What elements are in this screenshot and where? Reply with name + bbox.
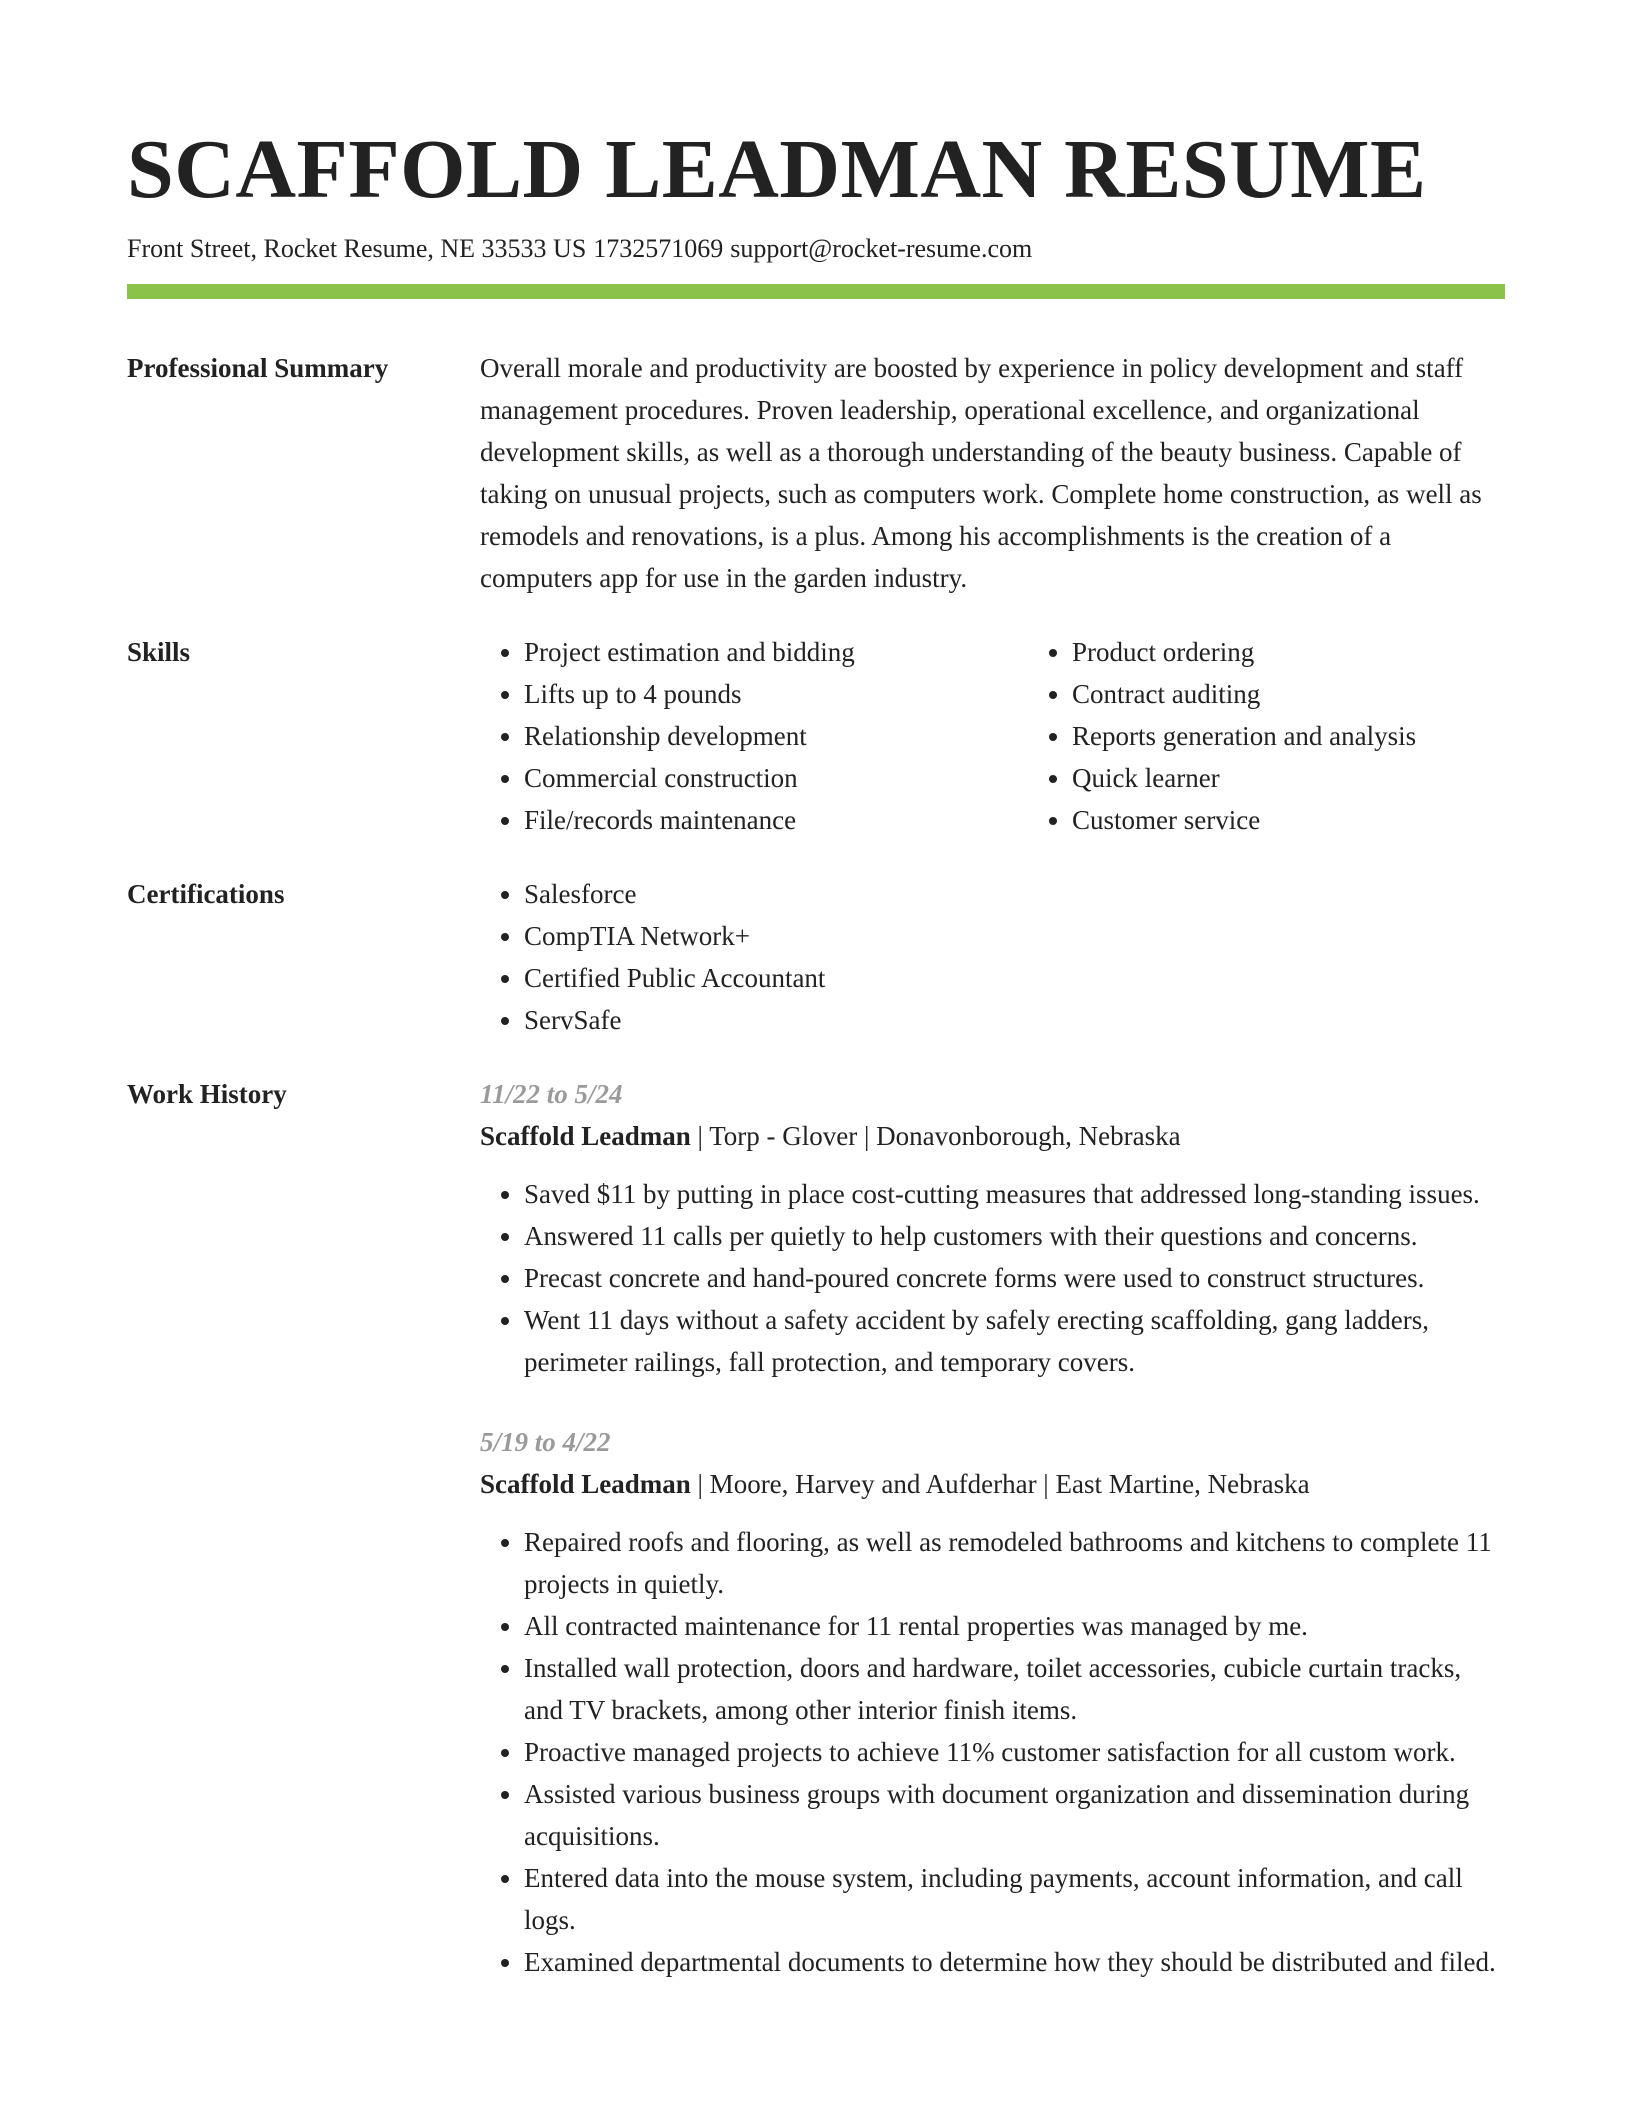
certifications-body <box>480 873 1505 1041</box>
resume-page <box>127 118 1505 1983</box>
certifications-section <box>127 873 1505 1041</box>
job-bullet: • Saved $11 by putting in place cost-cutting measures that addressed long-standing issues. <box>524 1173 1505 1215</box>
summary-heading: Professional Summary <box>127 353 389 383</box>
skill-item: • Relationship development <box>524 715 1028 757</box>
skill-item: • Project estimation and bidding <box>524 631 1028 673</box>
job-bullets <box>480 1521 1505 1983</box>
skills-heading: Skills <box>127 637 191 667</box>
skills-columns <box>480 631 1505 841</box>
job-title: Scaffold Leadman <box>480 1469 691 1499</box>
job-dates: 5/19 to 4/22 <box>480 1427 611 1457</box>
certifications-list <box>480 873 1505 1041</box>
contact-line <box>127 232 1505 266</box>
skills-list-right <box>1028 631 1416 841</box>
skill-item: • Reports generation and analysis <box>1072 715 1416 757</box>
skill-item: • Commercial construction <box>524 757 1028 799</box>
summary-section <box>127 347 1505 599</box>
job-bullet: • Entered data into the mouse system, including payments, account information, and call logs. <box>524 1857 1505 1941</box>
job-entry <box>480 1421 1505 1983</box>
certification-item: • ServSafe <box>524 999 1505 1041</box>
job-title: Scaffold Leadman <box>480 1121 691 1151</box>
contact-address: Front Street, Rocket Resume, NE 33533 US <box>127 234 587 263</box>
skills-section <box>127 631 1505 841</box>
skill-item: • File/records maintenance <box>524 799 1028 841</box>
skill-item: • Contract auditing <box>1072 673 1416 715</box>
contact-email[interactable]: support@rocket-resume.com <box>730 234 1033 263</box>
skill-item: • Customer service <box>1072 799 1416 841</box>
skills-list-left <box>480 631 1028 841</box>
skill-item: • Lifts up to 4 pounds <box>524 673 1028 715</box>
job-bullet: • Went 11 days without a safety accident by safely erecting scaffolding, gang ladders, perimeter railings, fall protection, and temporary covers. <box>524 1299 1505 1383</box>
skill-item: • Product ordering <box>1072 631 1416 673</box>
certification-item: • Salesforce <box>524 873 1505 915</box>
certifications-heading: Certifications <box>127 879 285 909</box>
job-bullet: • Answered 11 calls per quietly to help customers with their questions and concerns. <box>524 1215 1505 1257</box>
job-bullet: • Repaired roofs and flooring, as well as remodeled bathrooms and kitchens to complete 11 projects in quietly. <box>524 1521 1505 1605</box>
skill-item: • Quick learner <box>1072 757 1416 799</box>
work-history-section <box>127 1073 1505 1983</box>
job-bullet: • Proactive managed projects to achieve 11% customer satisfaction for all custom work. <box>524 1731 1505 1773</box>
job-details: | Torp - Glover | Donavonborough, Nebraska <box>690 1121 1181 1151</box>
job-bullet: • Installed wall protection, doors and hardware, toilet accessories, cubicle curtain tracks, and TV brackets, among other interior finish items. <box>524 1647 1505 1731</box>
work-history-body <box>480 1073 1505 1983</box>
job-bullets <box>480 1173 1505 1383</box>
work-history-heading: Work History <box>127 1079 287 1109</box>
job-heading <box>480 1463 1505 1505</box>
job-heading <box>480 1115 1505 1157</box>
job-details: | Moore, Harvey and Aufderhar | East Martine, Nebraska <box>690 1469 1310 1499</box>
job-bullet: • Assisted various business groups with document organization and dissemination during acquisitions. <box>524 1773 1505 1857</box>
job-dates: 11/22 to 5/24 <box>480 1079 623 1109</box>
job-bullet: • All contracted maintenance for 11 rental properties was managed by me. <box>524 1605 1505 1647</box>
job-bullet: • Examined departmental documents to determine how they should be distributed and filed. <box>524 1941 1505 1983</box>
job-entry <box>480 1073 1505 1383</box>
contact-phone: 1732571069 <box>593 234 724 263</box>
certification-item: • Certified Public Accountant <box>524 957 1505 999</box>
summary-text: Overall morale and productivity are boosted by experience in policy development and staff management procedures. Proven leadership, operational excellence, and organizational development skills, as well as a thorough understanding of the beauty business. Capable of taking on unusual projects, such as computers work. Complete home construction, as well as remodels and renovations, is a plus. Among his accomplishments is the creation of a computers app for use in the garden industry. <box>480 353 1482 593</box>
certification-item: • CompTIA Network+ <box>524 915 1505 957</box>
job-bullet: • Precast concrete and hand-poured concrete forms were used to construct structures. <box>524 1257 1505 1299</box>
resume-title: SCAFFOLD LEADMAN RESUME <box>127 123 1427 216</box>
accent-divider <box>127 284 1505 299</box>
